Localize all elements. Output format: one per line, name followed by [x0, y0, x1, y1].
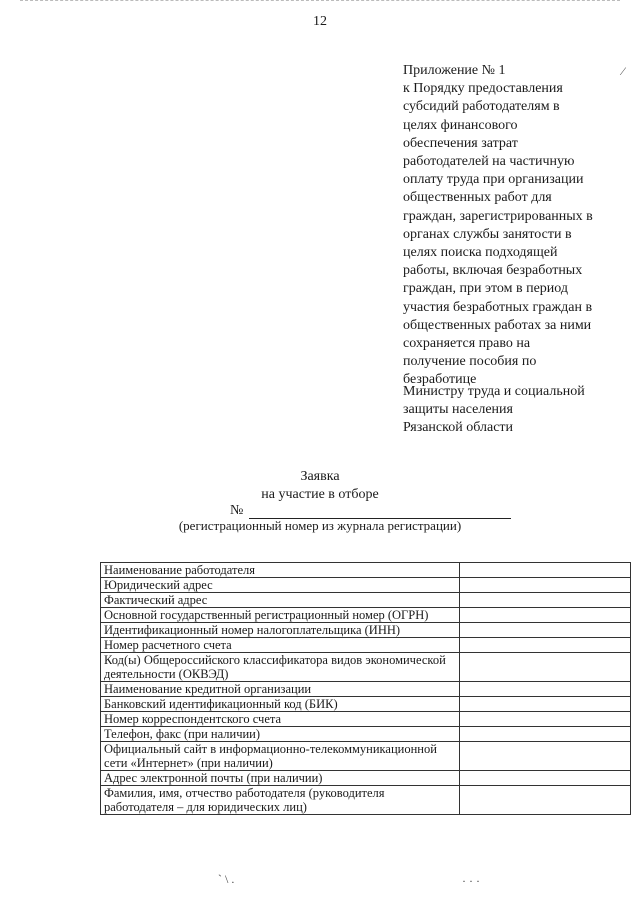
appendix-line: безработице [403, 372, 477, 388]
field-value[interactable] [460, 653, 631, 682]
table-row [101, 682, 631, 697]
appendix-line: Приложение № 1 [403, 63, 506, 78]
field-label: Номер корреспондентского счета [101, 712, 460, 727]
appendix-line: получение пособия по [403, 354, 537, 370]
table-row [101, 653, 631, 682]
field-value[interactable] [460, 727, 631, 742]
table-row [101, 563, 631, 578]
table-row [101, 697, 631, 712]
field-value[interactable] [460, 682, 631, 697]
registration-number-field[interactable] [249, 505, 511, 519]
field-value[interactable] [460, 593, 631, 608]
addressee-line: защиты населения [403, 402, 513, 417]
field-label: Наименование работодателя [101, 563, 460, 578]
table-row [101, 742, 631, 771]
field-label: Телефон, факс (при наличии) [101, 727, 460, 742]
scan-top-edge [20, 0, 620, 1]
addressee-block [403, 383, 585, 437]
scan-mark: ` \ . [218, 872, 235, 886]
registration-number-line [230, 503, 511, 519]
field-label: Наименование кредитной организации [101, 682, 460, 697]
table-row [101, 608, 631, 623]
application-subtitle: на участие в отборе [261, 487, 379, 502]
appendix-line: субсидий работодателям в [403, 99, 560, 115]
table-row [101, 771, 631, 786]
appendix-line: общественных работ для [403, 190, 552, 206]
scan-mark: ⁄ [622, 64, 625, 78]
table-row [101, 638, 631, 653]
application-title: Заявка [300, 469, 340, 484]
appendix-line: участия безработных граждан в [403, 299, 593, 315]
field-value[interactable] [460, 786, 631, 815]
table-row [101, 623, 631, 638]
appendix-line: целях финансового [403, 117, 518, 133]
field-value[interactable] [460, 742, 631, 771]
field-value[interactable] [460, 712, 631, 727]
field-value[interactable] [460, 608, 631, 623]
field-label: Юридический адрес [101, 578, 460, 593]
field-label: Фактический адрес [101, 593, 460, 608]
field-label: Официальный сайт в информационно-телекоммуникационной сети «Интернет» (при наличии) [101, 742, 460, 771]
appendix-line: работы, включая безработных [403, 263, 583, 279]
addressee-line: Рязанской области [403, 420, 514, 435]
field-label: Банковский идентификационный код (БИК) [101, 697, 460, 712]
employer-info-table [100, 562, 631, 815]
table-row [101, 712, 631, 727]
appendix-line: обеспечения затрат [403, 135, 518, 151]
table-row [101, 727, 631, 742]
number-sign: № [230, 503, 244, 518]
field-value[interactable] [460, 697, 631, 712]
appendix-line: оплату труда при организации [403, 172, 584, 188]
field-value[interactable] [460, 563, 631, 578]
table-row [101, 786, 631, 815]
field-label: Код(ы) Общероссийского классификатора видов экономической деятельности (ОКВЭД) [101, 653, 460, 682]
appendix-line: сохраняется право на [403, 336, 531, 352]
field-value[interactable] [460, 623, 631, 638]
appendix-line: органах службы занятости в [403, 226, 572, 242]
field-value[interactable] [460, 578, 631, 593]
application-title-block [0, 468, 640, 504]
appendix-line: работодателей на частичную [403, 154, 575, 170]
addressee-line: Министру труда и социальной [403, 384, 585, 399]
appendix-line: граждан, при этом в период [403, 281, 569, 297]
registration-note: (регистрационный номер из журнала регистрации) [178, 518, 462, 533]
scan-mark: · · · [462, 874, 480, 888]
field-label: Основной государственный регистрационный номер (ОГРН) [101, 608, 460, 623]
appendix-header [403, 62, 633, 390]
field-value[interactable] [460, 771, 631, 786]
table-row [101, 593, 631, 608]
appendix-line: общественных работах за ними [403, 317, 592, 333]
appendix-line: к Порядку предоставления [403, 81, 563, 97]
field-label: Идентификационный номер налогоплательщика (ИНН) [101, 623, 460, 638]
table-row [101, 578, 631, 593]
appendix-line: граждан, зарегистрированных в [403, 208, 593, 224]
field-label: Адрес электронной почты (при наличии) [101, 771, 460, 786]
field-value[interactable] [460, 638, 631, 653]
appendix-line: целях поиска подходящей [403, 245, 558, 261]
field-label: Номер расчетного счета [101, 638, 460, 653]
page-number: 12 [313, 14, 327, 29]
field-label: Фамилия, имя, отчество работодателя (руководителя работодателя – для юридических лиц) [101, 786, 460, 815]
